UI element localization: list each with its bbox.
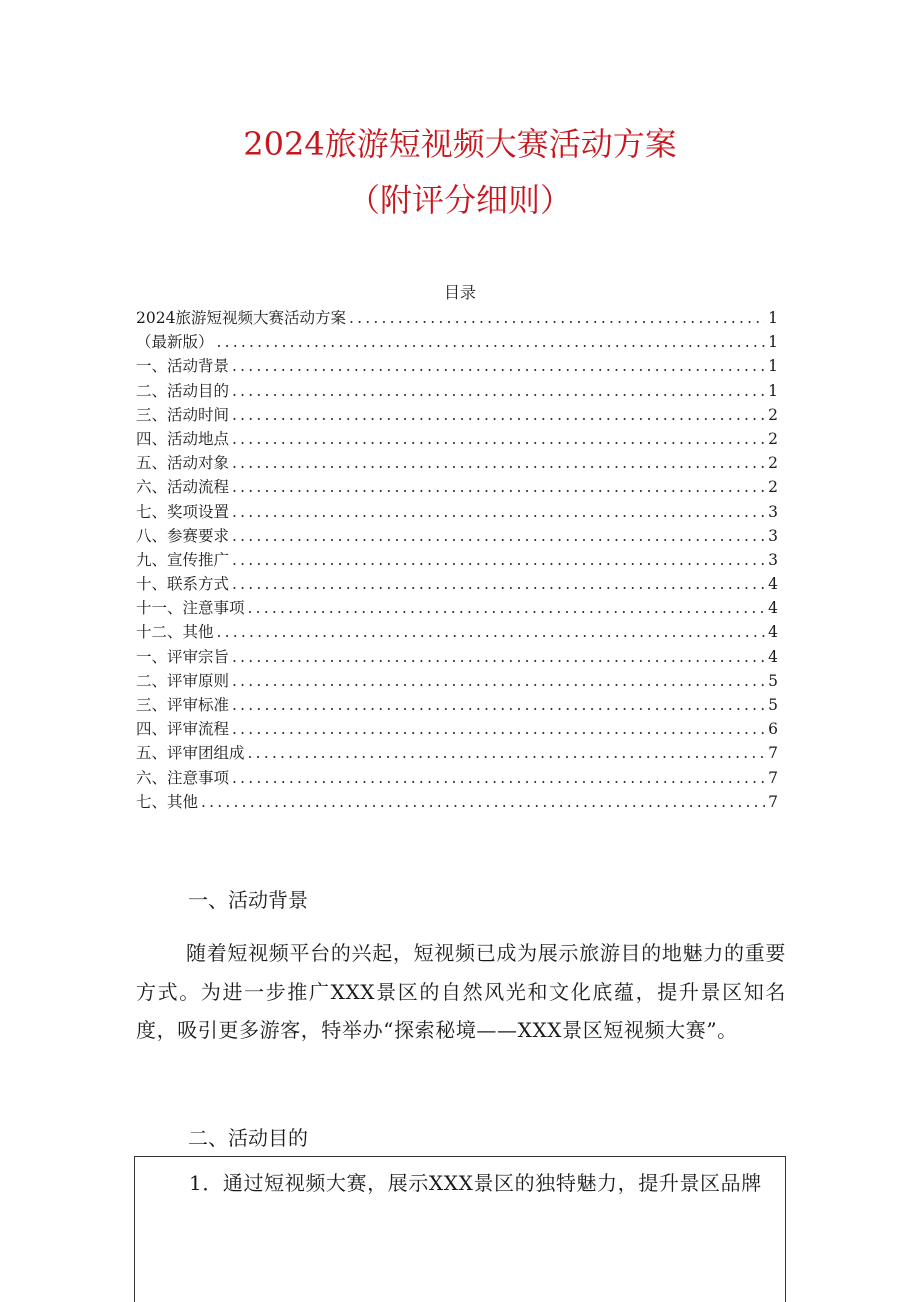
toc-entry[interactable] — [136, 790, 778, 814]
toc-entry-page: 4 — [768, 647, 778, 666]
toc-entry-label: 九、宣传推广 — [136, 550, 230, 569]
toc-leader — [232, 717, 765, 741]
table-of-contents — [136, 306, 778, 814]
toc-entry-page: 7 — [768, 744, 778, 763]
toc-leader — [232, 500, 765, 524]
toc-entry[interactable] — [136, 548, 778, 572]
toc-entry-page: 7 — [768, 768, 778, 787]
toc-entry[interactable] — [136, 500, 778, 524]
toc-entry-label: 六、注意事项 — [136, 768, 230, 787]
list-item: 1．通过短视频大赛，展示XXX景区的独特魅力，提升景区品牌 — [189, 1171, 762, 1195]
toc-entry-page: 4 — [768, 623, 778, 642]
toc-entry[interactable] — [136, 330, 778, 354]
toc-entry[interactable] — [136, 524, 778, 548]
toc-entry-label: 七、奖项设置 — [136, 502, 230, 521]
toc-entry-label: 一、评审宗旨 — [136, 647, 230, 666]
document-title: 2024旅游短视频大赛活动方案 — [243, 125, 677, 163]
toc-entry-label: 三、评审标准 — [136, 696, 230, 714]
toc-entry[interactable] — [136, 693, 778, 717]
toc-entry-label: 四、活动地点 — [136, 429, 230, 448]
toc-entry-label: 三、活动时间 — [136, 405, 230, 424]
toc-entry[interactable] — [136, 717, 778, 741]
toc-entry[interactable] — [136, 669, 778, 693]
toc-entry-page: 5 — [768, 696, 778, 714]
toc-entry-page: 5 — [768, 671, 778, 690]
toc-leader — [232, 524, 765, 548]
toc-entry[interactable] — [136, 596, 778, 620]
toc-entry-label: （最新版） — [136, 333, 214, 352]
toc-entry-page: 3 — [768, 502, 778, 521]
toc-entry-page: 3 — [768, 550, 778, 569]
toc-entry-label: 七、其他 — [136, 792, 199, 811]
toc-entry-page: 4 — [768, 575, 778, 594]
toc-leader — [248, 741, 766, 765]
toc-entry-label: 二、活动目的 — [136, 381, 230, 400]
toc-entry-label: 十一、注意事项 — [136, 599, 245, 618]
toc-entry-page: 2 — [768, 478, 778, 497]
toc-entry-label: 十、联系方式 — [136, 575, 230, 594]
toc-entry[interactable] — [136, 451, 778, 475]
body-paragraph: 随着短视频平台的兴起，短视频已成为展示旅游目的地魅力的重要方式。为进一步推广XXX景区的自然风光和文化底蕴，提升景区知名度，吸引更多游客，特举办“探索秘境——XXX景区短视频大赛”。 — [136, 941, 786, 1042]
toc-leader — [232, 669, 765, 693]
toc-entry-label: 一、活动背景 — [136, 357, 230, 376]
toc-leader — [217, 620, 766, 644]
toc-leader — [232, 693, 765, 717]
toc-leader — [248, 596, 766, 620]
toc-entry[interactable] — [136, 379, 778, 403]
toc-leader — [232, 645, 765, 669]
toc-entry[interactable] — [136, 427, 778, 451]
toc-leader — [201, 790, 765, 814]
toc-entry-page: 2 — [768, 405, 778, 424]
toc-entry[interactable] — [136, 306, 778, 330]
toc-leader — [232, 451, 765, 475]
toc-entry-label: 四、评审流程 — [136, 720, 230, 739]
section-heading-purpose: 二、活动目的 — [188, 1126, 308, 1150]
toc-leader — [217, 330, 766, 354]
toc-entry-label: 十二、其他 — [136, 623, 214, 642]
toc-entry[interactable] — [136, 645, 778, 669]
toc-entry-label: 二、评审原则 — [136, 671, 230, 690]
toc-leader — [232, 475, 765, 499]
toc-leader — [232, 403, 765, 427]
toc-entry-page: 4 — [768, 599, 778, 618]
toc-entry-page: 3 — [768, 526, 778, 545]
toc-heading: 目录 — [443, 283, 476, 302]
toc-entry-page: 1 — [768, 357, 778, 376]
toc-entry-page: 6 — [768, 720, 778, 739]
toc-entry-page: 7 — [768, 792, 778, 811]
toc-entry[interactable] — [136, 741, 778, 765]
toc-entry-label: 八、参赛要求 — [136, 526, 230, 545]
toc-entry-label: 六、活动流程 — [136, 478, 230, 497]
toc-entry[interactable] — [136, 475, 778, 499]
document-subtitle: （附评分细则） — [347, 181, 572, 219]
toc-leader — [232, 354, 765, 378]
bordered-text-box — [134, 1156, 786, 1302]
toc-leader — [232, 766, 765, 790]
toc-leader — [349, 306, 765, 330]
toc-leader — [232, 427, 765, 451]
toc-entry-page: 1 — [768, 333, 778, 352]
toc-leader — [232, 548, 765, 572]
toc-entry-page: 1 — [768, 381, 778, 400]
toc-entry[interactable] — [136, 403, 778, 427]
toc-entry-label: 五、活动对象 — [136, 454, 230, 473]
toc-leader — [232, 379, 765, 403]
toc-entry-label: 2024旅游短视频大赛活动方案 — [136, 309, 346, 327]
toc-leader — [232, 572, 765, 596]
toc-entry[interactable] — [136, 766, 778, 790]
toc-entry-page: 2 — [768, 429, 778, 448]
toc-entry-page: 1 — [768, 309, 778, 327]
toc-entry-label: 五、评审团组成 — [136, 744, 245, 763]
toc-entry-page: 2 — [768, 454, 778, 473]
toc-entry[interactable] — [136, 572, 778, 596]
toc-entry[interactable] — [136, 620, 778, 644]
toc-entry[interactable] — [136, 354, 778, 378]
section-heading-background: 一、活动背景 — [188, 888, 308, 912]
